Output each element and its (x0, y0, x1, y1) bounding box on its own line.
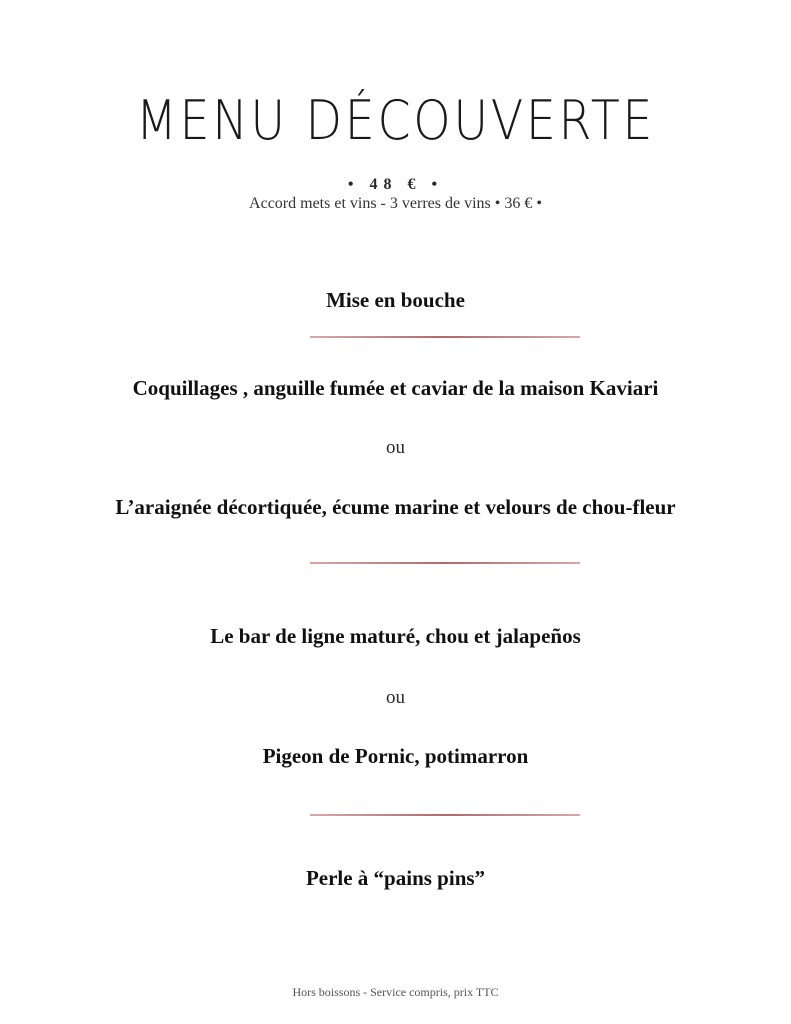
or-separator: ou (386, 687, 405, 708)
course-starter-option-2: L’araignée décortiquée, écume marine et velours de chou-fleur (115, 495, 676, 519)
course-main-option-1: Le bar de ligne maturé, chou et jalapeños (210, 624, 581, 648)
course-main-option-2: Pigeon de Pornic, potimarron (262, 744, 529, 768)
section-divider (310, 562, 580, 564)
course-starter-option-1: Coquillages , anguille fumée et caviar de la maison Kaviari (132, 376, 659, 400)
menu-title: MENU DÉCOUVERTE (135, 89, 656, 152)
menu-price: • 48 € • (347, 176, 444, 193)
wine-pairing-text: Accord mets et vins - 3 verres de vins • 36 € • (249, 195, 542, 212)
section-divider (310, 336, 580, 338)
course-amuse-bouche: Mise en bouche (326, 288, 465, 312)
course-dessert: Perle à “pains pins” (305, 866, 486, 890)
section-divider (310, 814, 580, 816)
footer-note: Hors boissons - Service compris, prix TTC (292, 985, 499, 999)
or-separator: ou (386, 437, 405, 458)
